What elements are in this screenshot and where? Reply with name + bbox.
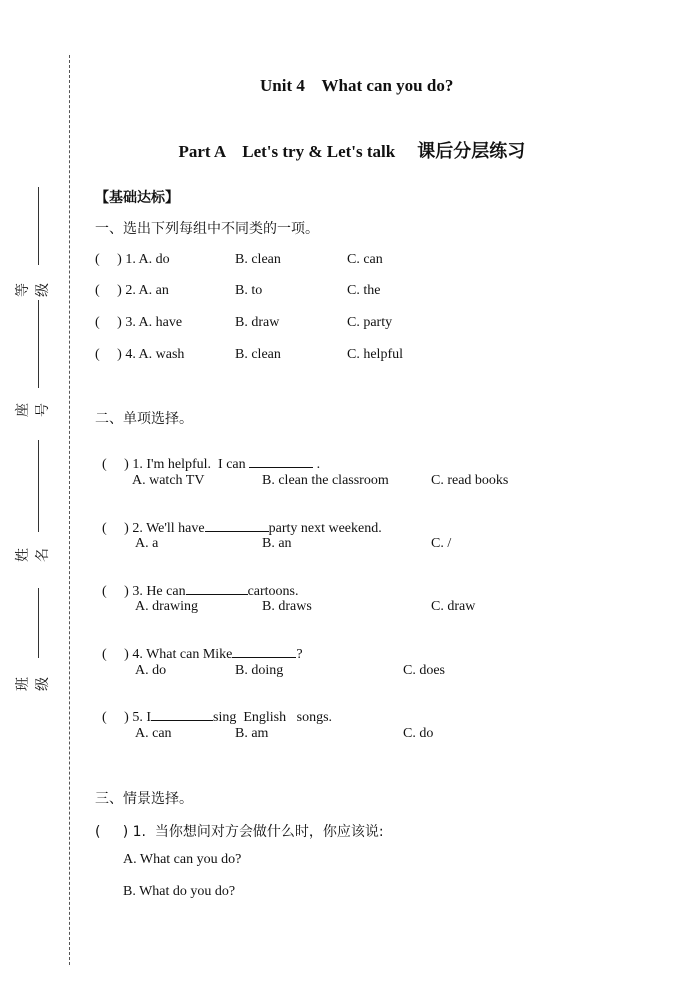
s2-q2-pre: ( ) 2. We'll have [102, 521, 205, 536]
s2-q3-blank[interactable] [186, 593, 248, 595]
unit-title: Unit 4 What can you do? [260, 76, 454, 95]
s3-q1-a: A. What can you do? [123, 852, 242, 867]
s1-q3-b: B. draw [235, 315, 280, 330]
side-label-grade: 等级 [15, 283, 51, 297]
s2-q1-a: A. watch TV [132, 473, 205, 488]
s3-q1-b: B. What do you do? [123, 884, 236, 899]
s2-q4-post: ? [296, 647, 303, 662]
s2-q5-a: A. can [135, 726, 172, 741]
s2-q1-c: C. read books [431, 473, 509, 488]
s2-q3-c: C. draw [431, 599, 476, 614]
s2-q2-c: C. / [431, 536, 452, 551]
side-label-class: 班级 [15, 677, 51, 691]
s1-q3-c: C. party [347, 315, 393, 330]
s2-q5-c: C. do [403, 726, 434, 741]
s2-q5-blank[interactable] [151, 719, 213, 721]
s2-q3-a: A. drawing [135, 599, 198, 614]
s1-q2-c: C. the [347, 283, 381, 298]
s2-q5-pre: ( ) 5. I [102, 710, 151, 725]
s2-q4-stem [95, 631, 303, 663]
s1-q1-b: B. clean [235, 252, 281, 267]
s2-q5-b: B. am [235, 726, 269, 741]
s2-q4-c: C. does [403, 663, 445, 678]
s2-q4-b: B. doing [235, 663, 284, 678]
section3-heading: 三、情景选择。 [95, 791, 193, 807]
s2-q4-pre: ( ) 4. What can Mike [102, 647, 233, 662]
side-label-name: 姓名 [15, 548, 51, 562]
s2-q2-b: B. an [262, 536, 292, 551]
s2-q3-pre: ( ) 3. He can [102, 584, 186, 599]
s1-q3-stem: ( ) 3. A. have [95, 315, 183, 330]
s2-q2-blank[interactable] [205, 530, 269, 532]
s2-q5-post: sing English songs. [213, 710, 333, 725]
part-title [170, 117, 525, 163]
s2-q2-stem [95, 505, 382, 537]
binding-dashed-line [69, 55, 70, 965]
s2-q4-a: A. do [135, 663, 167, 678]
s1-q1-c: C. can [347, 252, 383, 267]
name-rule [38, 440, 39, 532]
s2-q4-blank[interactable] [232, 656, 296, 658]
s2-q1-stem [95, 441, 320, 473]
s2-q1-post: . [316, 457, 321, 472]
class-rule [38, 588, 39, 658]
s1-q4-c: C. helpful [347, 347, 403, 362]
s1-q2-stem: ( ) 2. A. an [95, 283, 169, 298]
s1-q1-stem: ( ) 1. A. do [95, 252, 170, 267]
s2-q2-post: party next weekend. [268, 521, 382, 536]
s2-q5-stem [95, 694, 332, 726]
s2-q3-b: B. draws [262, 599, 312, 614]
part-title-suffix: 课后分层练习 [417, 141, 526, 162]
section1-heading: 一、选出下列每组中不同类的一项。 [95, 221, 319, 237]
grade-rule [38, 187, 39, 265]
s3-q1-stem [95, 821, 384, 841]
s2-q1-blank[interactable] [249, 466, 313, 468]
s2-q3-post: cartoons. [247, 584, 299, 599]
s2-q3-stem [95, 568, 299, 600]
s1-q4-b: B. clean [235, 347, 281, 362]
seat-rule [38, 300, 39, 388]
s1-q2-b: B. to [235, 283, 263, 298]
s2-q1-pre: ( ) 1. I'm helpful. I can [102, 457, 246, 472]
section2-heading: 二、单项选择。 [95, 411, 193, 427]
level-tag: 【基础达标】 [95, 190, 179, 206]
s2-q2-a: A. a [135, 536, 159, 551]
s3-q1-text: ( ) 1. 当你想问对方会做什么时，你应该说: [95, 824, 384, 840]
part-title-text: Part A Let's try & Let's talk [178, 142, 396, 161]
s1-q4-stem: ( ) 4. A. wash [95, 347, 185, 362]
s2-q1-b: B. clean the classroom [262, 473, 389, 488]
side-label-seat: 座号 [15, 403, 51, 417]
